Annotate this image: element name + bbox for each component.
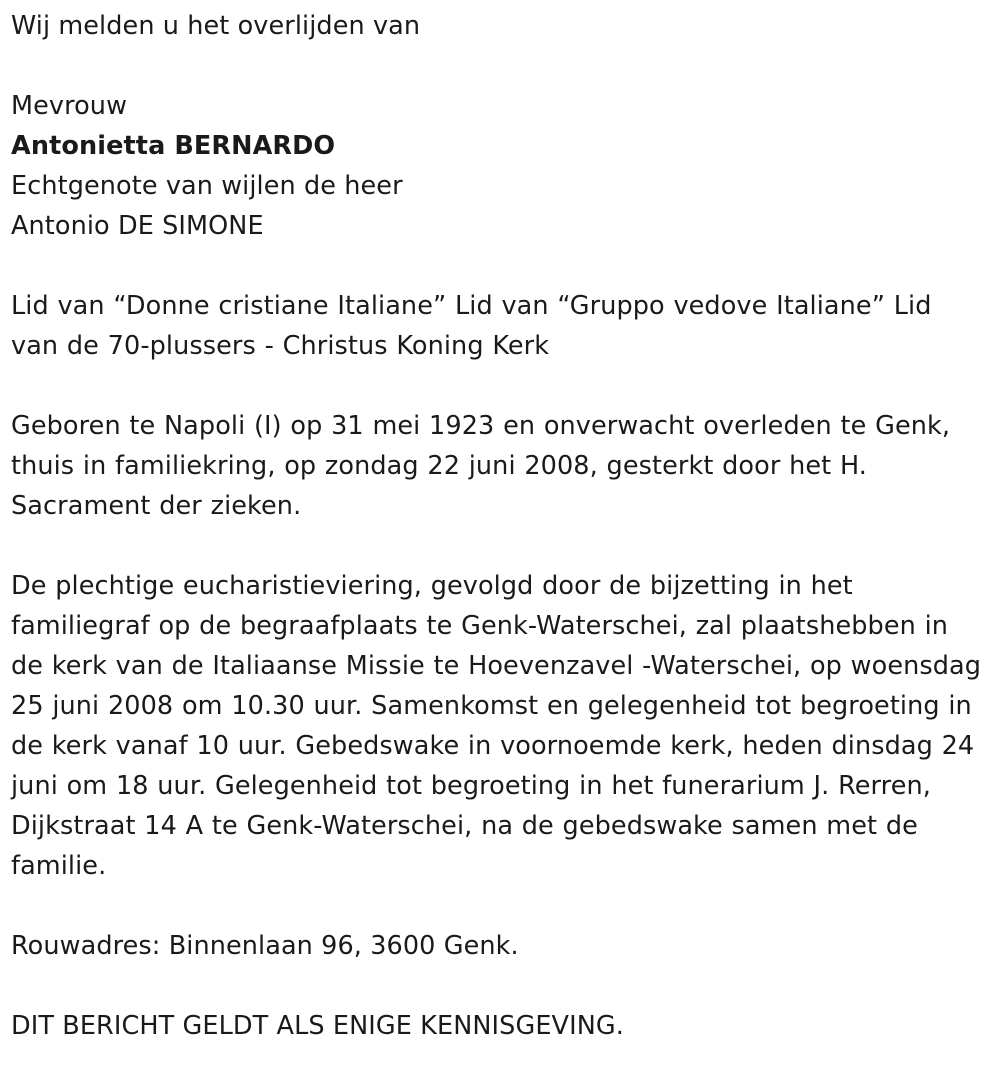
honorific: Mevrouw: [11, 91, 128, 121]
spacer: [11, 246, 986, 286]
spouse-name: Antonio DE SIMONE: [11, 211, 264, 241]
death-notice: [11, 6, 986, 1046]
intro-text: Wij melden u het overlijden van: [11, 11, 421, 41]
spacer: [11, 526, 986, 566]
deceased-name: Antonietta BERNARDO: [11, 131, 336, 161]
spouse-prefix: Echtgenote van wijlen de heer: [11, 171, 403, 201]
spacer: [11, 46, 986, 86]
spacer: [11, 966, 986, 1006]
birth-death-paragraph: Geboren te Napoli (I) op 31 mei 1923 en onverwacht overleden te Genk, thuis in familiekring, op zondag 22 juni 2008, gesterkt door het H. Sacrament der zieken.: [11, 411, 951, 521]
spacer: [11, 886, 986, 926]
spacer: [11, 366, 986, 406]
ceremony-paragraph: De plechtige eucharistieviering, gevolgd door de bijzetting in het familiegraf op de begraafplaats te Genk-Waterschei, zal plaatshebben in de kerk van de Italiaanse Missie te Hoevenzavel -Waterschei, op woensdag 25 juni 2008 om 10.30 uur. Samenkomst en gelegenheid tot begroeting in de kerk vanaf 10 uur. Gebedswake in voornoemde kerk, heden dinsdag 24 juni om 18 uur. Gelegenheid tot begroeting in het funerarium J. Rerren, Dijkstraat 14 A te Genk-Waterschei, na de gebedswake samen met de familie.: [11, 571, 982, 881]
memberships-paragraph: Lid van “Donne cristiane Italiane” Lid van “Gruppo vedove Italiane” Lid van de 70-plussers - Christus Koning Kerk: [11, 291, 932, 361]
closing-statement: DIT BERICHT GELDT ALS ENIGE KENNISGEVING.: [11, 1011, 624, 1041]
mourning-address: Rouwadres: Binnenlaan 96, 3600 Genk.: [11, 931, 519, 961]
